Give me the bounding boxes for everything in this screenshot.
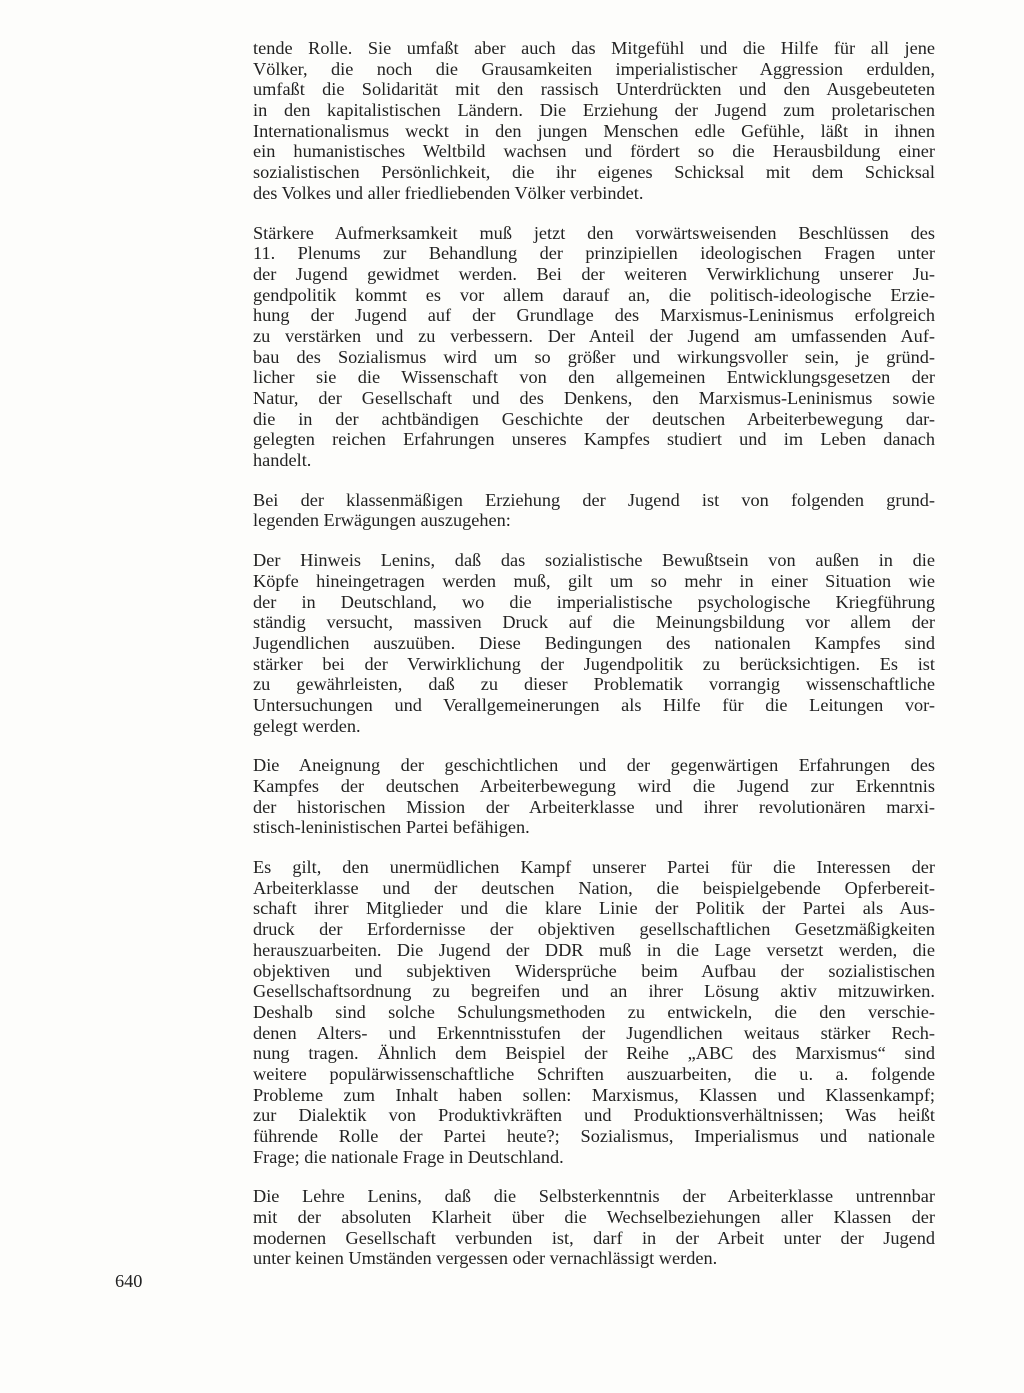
text-line: 11. Plenums zur Behandlung der prinzipiellen ideologischen Fragen unter [253,243,935,264]
text-line: zur Dialektik von Produktivkräften und Produktionsverhältnissen; Was heißt [253,1105,935,1126]
text-line: mit der absoluten Klarheit über die Wechselbeziehungen aller Klassen der [253,1207,935,1228]
text-line: gelegten reichen Erfahrungen unseres Kampfes studiert und im Leben danach [253,429,935,450]
text-line: umfaßt die Solidarität mit den rassisch Unterdrückten und den Ausgebeuteten [253,79,935,100]
text-line: gelegt werden. [253,715,361,736]
text-line: des Volkes und aller friedliebenden Völker verbindet. [253,182,644,203]
text-line: schaft ihrer Mitglieder und die klare Linie der Politik der Partei als Aus- [253,898,935,919]
text-line: objektiven und subjektiven Widersprüche beim Aufbau der sozialistischen [253,960,935,981]
text-line: Köpfe hineingetragen werden muß, gilt um so mehr in einer Situation wie [253,570,935,591]
text-line: Frage; die nationale Frage in Deutschland. [253,1146,564,1167]
paragraph [253,490,935,531]
text-line: druck der Erfordernisse der objektiven gesellschaftlichen Gesetzmäßigkeiten [253,919,935,940]
text-line: Es gilt, den unermüdlichen Kampf unserer Partei für die Interessen der [253,857,935,878]
text-line: Völker, die noch die Grausamkeiten imperialistischer Aggression erdulden, [253,58,935,79]
text-line: legenden Erwägungen auszugehen: [253,510,511,531]
paragraph [253,550,935,736]
text-line: herauszuarbeiten. Die Jugend der DDR muß in die Lage versetzt werden, die [253,939,935,960]
text-line: der Jugend gewidmet werden. Bei der weiteren Verwirklichung unserer Ju- [253,263,935,284]
text-line: Deshalb sind solche Schulungsmethoden zu entwickeln, die den verschie- [253,1001,935,1022]
text-line: ständig versucht, massiven Druck auf die Meinungsbildung vor allem der [253,612,935,633]
text-line: der in Deutschland, wo die imperialistische psychologische Kriegführung [253,591,935,612]
text-line: die in der achtbändigen Geschichte der deutschen Arbeiterbewegung dar- [253,408,935,429]
text-line: Gesellschaftsordnung zu begreifen und an ihrer Lösung aktiv mitzuwirken. [253,981,935,1002]
text-line: stärker bei der Verwirklichung der Jugendpolitik zu berücksichtigen. Es ist [253,653,935,674]
text-line: tende Rolle. Sie umfaßt aber auch das Mitgefühl und die Hilfe für all jene [253,38,935,58]
text-line: Bei der klassenmäßigen Erziehung der Jugend ist von folgenden grund- [253,489,935,510]
text-line: Jugendlichen auszuüben. Diese Bedingungen des nationalen Kampfes sind [253,632,935,653]
text-line: zu verstärken und zu verbessern. Der Anteil der Jugend am umfassenden Auf- [253,325,935,346]
text-line: Der Hinweis Lenins, daß das sozialistische Bewußtsein von außen in die [253,550,935,571]
text-line: der historischen Mission der Arbeiterklasse und ihrer revolutionären marxi- [253,796,935,817]
text-line: sozialistischen Persönlichkeit, die ihr eigenes Schicksal mit dem Schicksal [253,162,935,183]
text-line: licher sie die Wissenschaft von den allgemeinen Entwicklungsgesetzen der [253,367,935,388]
text-line: Internationalismus weckt in den jungen Menschen edle Gefühle, läßt in ihnen [253,120,935,141]
text-line: Untersuchungen und Verallgemeinerungen als Hilfe für die Leitungen vor- [253,694,935,715]
paragraph [253,223,935,471]
text-line: in den kapitalistischen Ländern. Die Erziehung der Jugend zum proletarischen [253,100,935,121]
text-column [253,38,935,1288]
paragraph [253,38,935,204]
text-line: Die Aneignung der geschichtlichen und der gegenwärtigen Erfahrungen des [253,755,935,776]
text-line: handelt. [253,450,312,471]
text-line: zu gewährleisten, daß zu dieser Problematik vorrangig wissenschaftliche [253,674,935,695]
text-line: Arbeiterklasse und der deutschen Nation, die beispielgebende Opferbereit- [253,877,935,898]
text-line: Probleme zum Inhalt haben sollen: Marxismus, Klassen und Klassenkampf; [253,1084,935,1105]
text-line: Kampfes der deutschen Arbeiterbewegung wird die Jugend zur Erkenntnis [253,776,935,796]
text-line: Natur, der Gesellschaft und des Denkens, den Marxismus-Leninismus sowie [253,388,935,408]
paragraph [253,857,935,1167]
text-line: denen Alters- und Erkenntnisstufen der Jugendlichen weitaus stärker Rech- [253,1022,935,1043]
page-number: 640 [115,1271,143,1291]
text-line: nung tragen. Ähnlich dem Beispiel der Reihe „ABC des Marxismus“ sind [253,1043,935,1064]
text-line: führende Rolle der Partei heute?; Sozialismus, Imperialismus und nationale [253,1126,935,1146]
text-line: unter keinen Umständen vergessen oder vernachlässigt werden. [253,1248,718,1269]
text-line: weitere populärwissenschaftliche Schriften auszuarbeiten, die u. a. folgende [253,1063,935,1084]
paragraph [253,1186,935,1269]
text-line: stisch-leninistischen Partei befähigen. [253,817,530,838]
text-line: ein humanistisches Weltbild wachsen und fördert so die Herausbildung einer [253,141,935,162]
text-line: hung der Jugend auf der Grundlage des Marxismus-Leninismus erfolgreich [253,305,935,326]
text-line: Die Lehre Lenins, daß die Selbsterkenntnis der Arbeiterklasse untrennbar [253,1186,935,1207]
text-line: gendpolitik kommt es vor allem darauf an, die politisch-ideologische Erzie- [253,284,935,305]
paragraph [253,755,935,838]
text-line: Stärkere Aufmerksamkeit muß jetzt den vorwärtsweisenden Beschlüssen des [253,222,935,243]
text-line: bau des Sozialismus wird um so größer und wirkungsvoller sein, je gründ- [253,346,935,367]
text-line: modernen Gesellschaft verbunden ist, darf in der Arbeit unter der Jugend [253,1227,935,1248]
